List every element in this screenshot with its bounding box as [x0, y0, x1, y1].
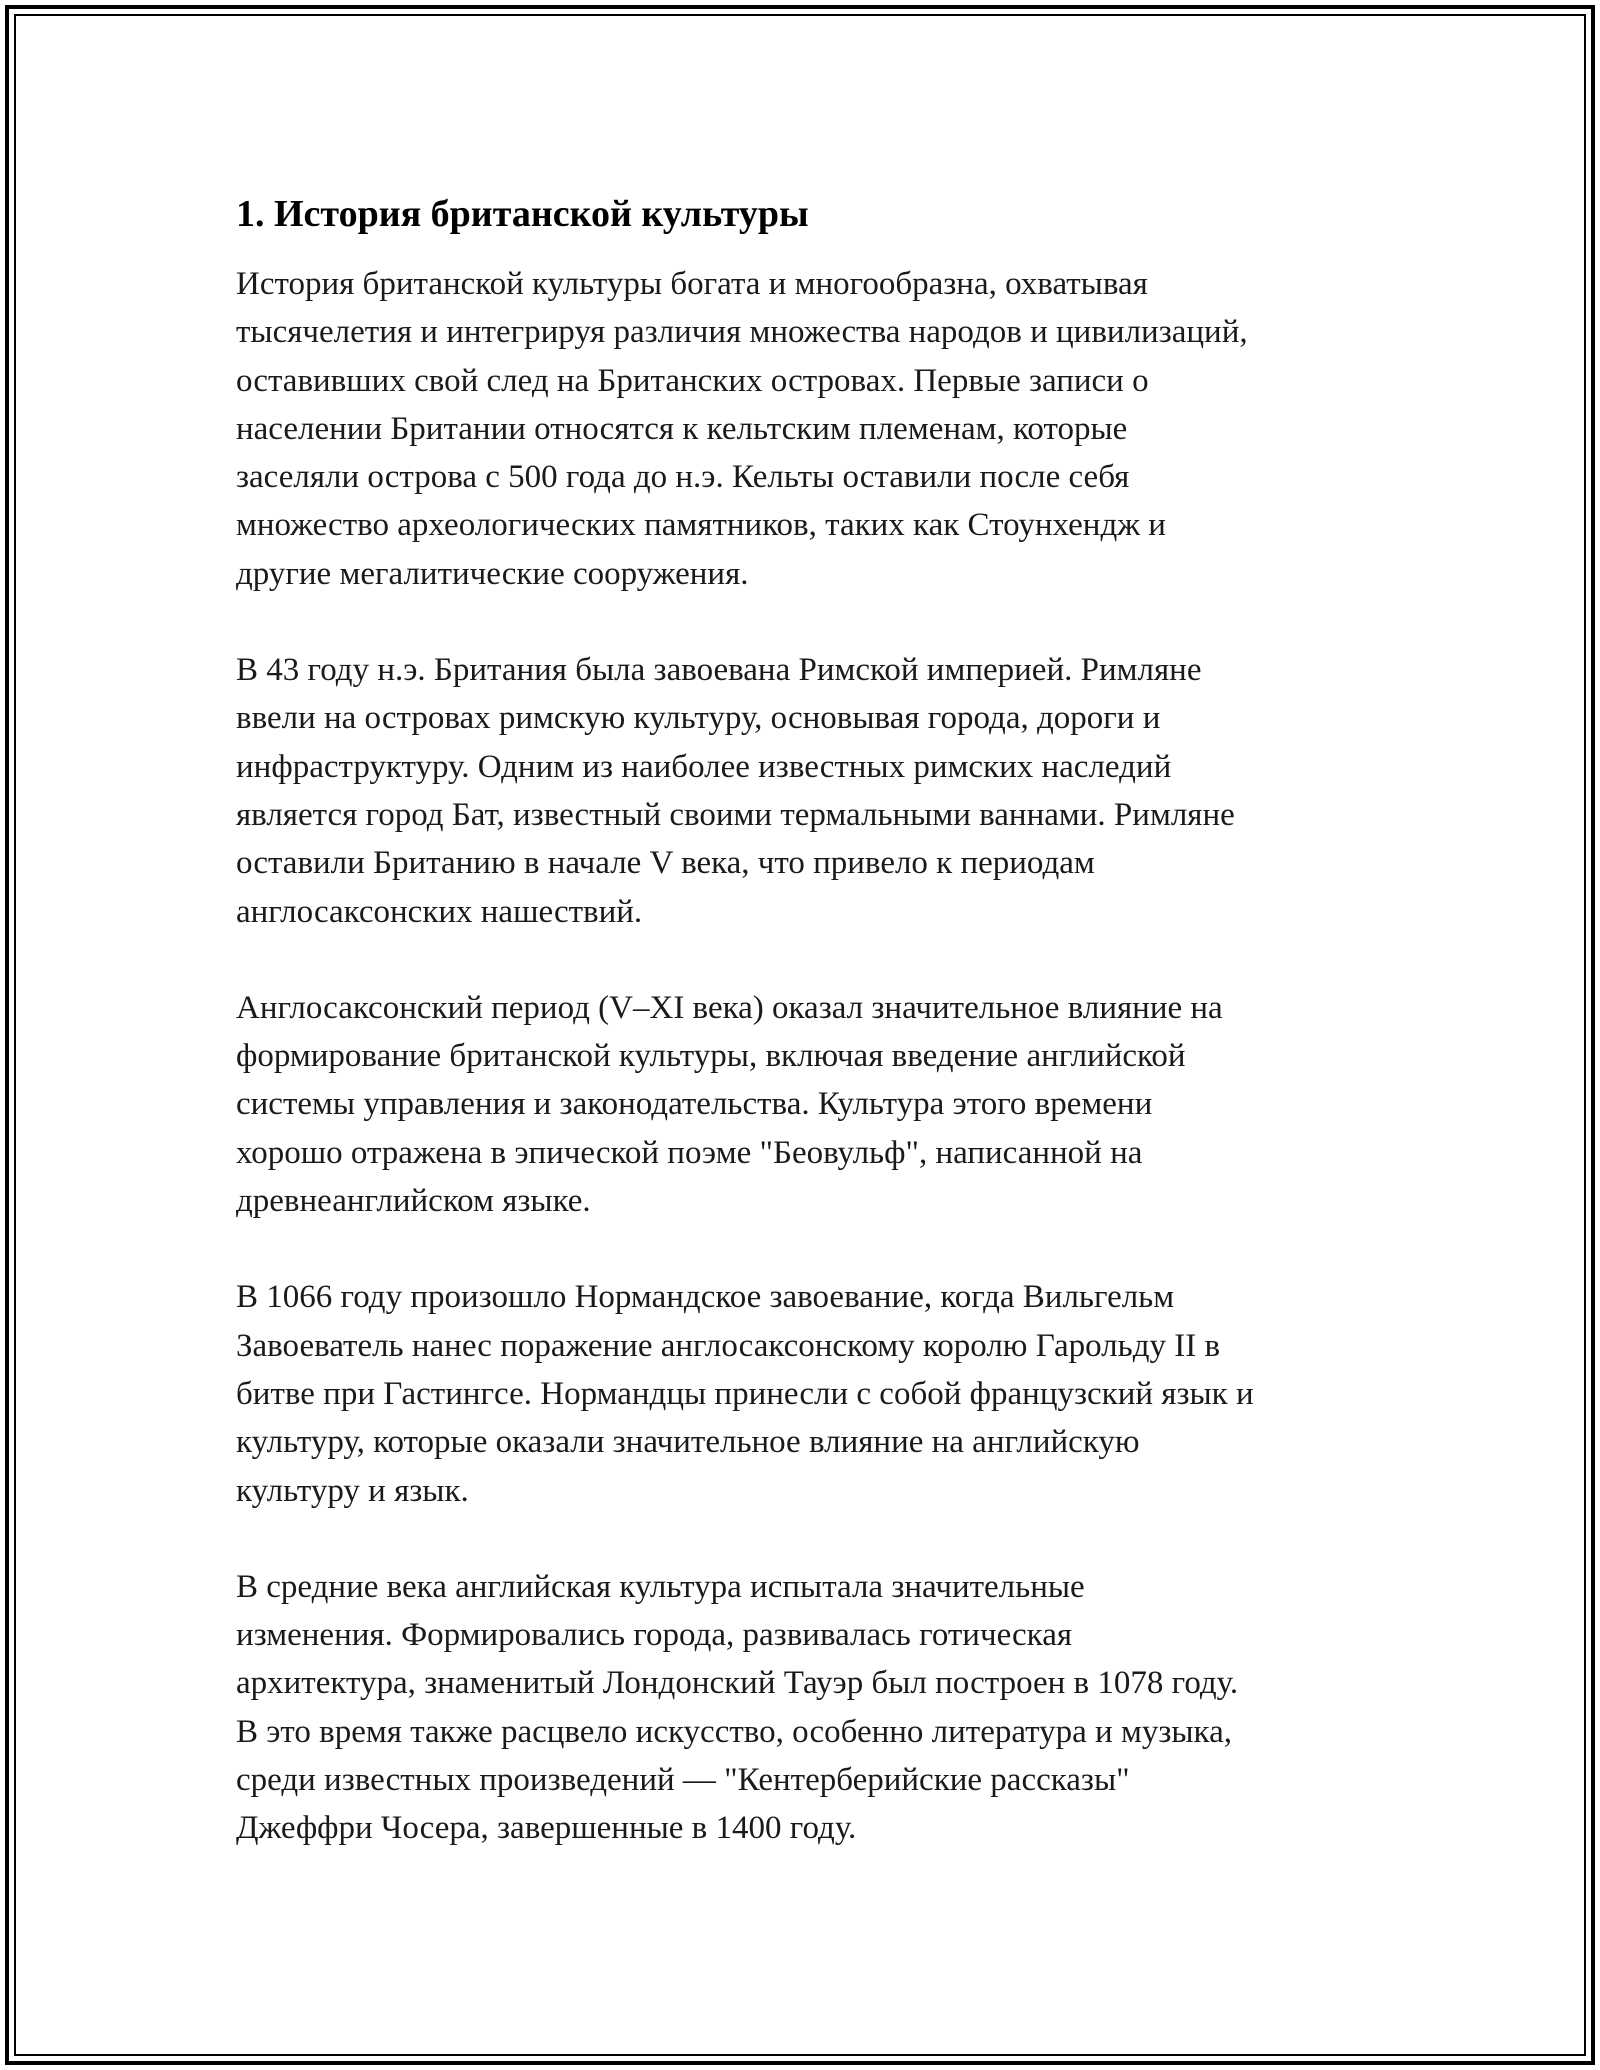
- section-heading: 1. История британской культуры: [236, 193, 809, 235]
- paragraph-roman-period: В 43 году н.э. Британия была завоевана Римской империей. Римляне ввели на островах римскую культуру, основывая города, дороги и инфраструктуру. Одним из наиболее известных римских наследий является город Бат, известный своими термальными ваннами. Римляне оставили Британию в начале V века, что привело к периодам англосаксонских нашествий.: [236, 652, 1235, 930]
- paragraph-norman-conquest: В 1066 году произошло Нормандское завоевание, когда Вильгельм Завоеватель нанес поражение англосаксонскому королю Гарольду II в битве при Гастингсе. Нормандцы принесли с собой французский язык и культуру, которые оказали значительное влияние на английскую культуру и язык.: [236, 1279, 1254, 1509]
- paragraph-celtic-period: История британской культуры богата и многообразна, охватывая тысячелетия и интегрируя различия множества народов и цивилизаций, оставивших свой след на Британских островах. Первые записи о населении Британии относятся к кельтским племенам, которые заселяли острова с 500 года до н.э. Кельты оставили после себя множество археологических памятников, таких как Стоунхендж и другие мегалитические сооружения.: [236, 266, 1248, 592]
- paragraph-anglo-saxon-period: Англосаксонский период (V–XI века) оказал значительное влияние на формирование британской культуры, включая введение английской системы управления и законодательства. Культура этого времени хорошо отражена в эпической поэме "Беовульф", написанной на древнеанглийском языке.: [236, 989, 1223, 1220]
- paragraph-middle-ages: В средние века английская культура испытала значительные изменения. Формировались города, развивалась готическая архитектура, знаменитый Лондонский Тауэр был построен в 1078 году. В это время также расцвело искусство, особенно литература и музыка, среди известных произведений — "Кентерберийские рассказы" Джеффри Чосера, завершенные в 1400 году.: [236, 1568, 1239, 1847]
- document-body: [236, 190, 1396, 1901]
